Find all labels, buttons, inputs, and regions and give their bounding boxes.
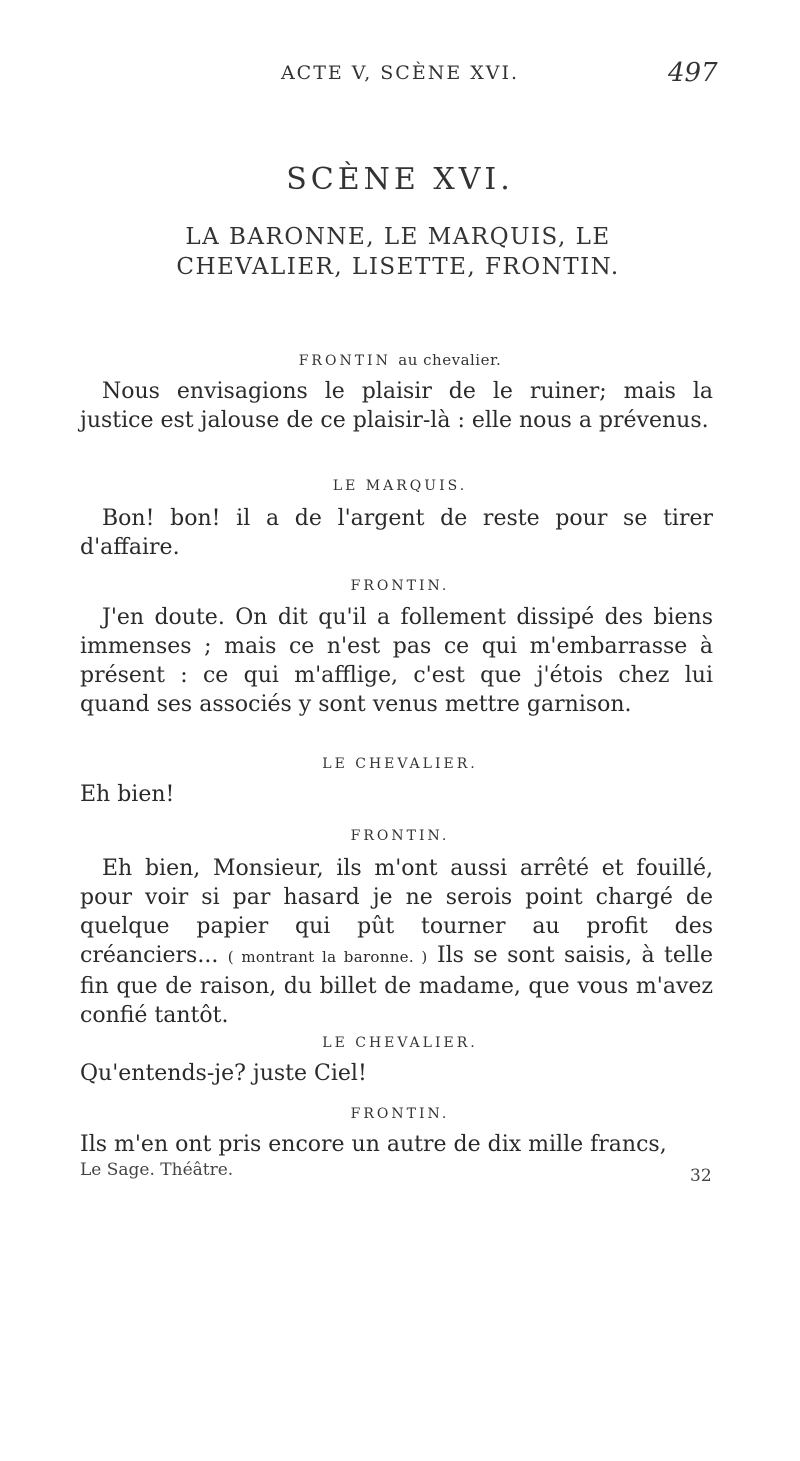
speech-text-part: Eh bien, Monsieur, ils m'ont aussi arrêté et fouillé, pour voir si par hasard je ne serois point chargé de quelque papier qui pût tourner au profit des créanciers... [80,856,713,968]
printer-signature: Le Sage. Théâtre. [80,1160,234,1180]
speech-text: Eh bien! [80,782,175,807]
speech-text: Nous envisagions le plaisir de le ruiner; mais la justice est jalouse de ce plaisir-là : elle nous a prévenus. [80,379,713,433]
page-number: 497 [668,58,718,88]
stage-direction: au chevalier. [398,351,502,369]
running-head: ACTE V, SCÈNE XVI. [280,62,520,84]
speech-text [80,854,713,1030]
speaker-heading: FRONTIN. [350,578,450,594]
speaker-heading: LE MARQUIS. [332,478,468,494]
speaker-heading: FRONTIN. [350,1106,450,1122]
speech-text: Qu'entends-je? juste Ciel! [80,1061,367,1086]
speaker-name: FRONTIN [298,353,391,369]
signature-mark: 32 [690,1166,712,1186]
speaker-heading: LE CHEVALIER. [322,756,478,772]
speaker-heading: FRONTIN. [350,828,450,844]
stage-direction: ( montrant la baronne. ) [227,948,428,966]
speech-text: Bon! bon! il a de l'argent de reste pour se tirer d'affaire. [80,506,713,560]
scene-title: SCÈNE XVI. [286,162,514,197]
speaker-heading [0,351,800,369]
speech-text: J'en doute. On dit qu'il a follement dissipé des biens immenses ; mais ce n'est pas ce qui m'embarrasse à présent : ce qui m'afflige, c'est que j'étois chez lui quand ses associés y sont venus mettre garnison. [80,605,713,717]
speech-text-part: Ils se sont saisis, à telle fin que de raison, du billet de madame, que vous m'avez confié tantôt. [80,943,713,1028]
dramatis-personae: LA BARONNE, LE MARQUIS, LE CHEVALIER, LISETTE, FRONTIN. [176,224,620,280]
speaker-heading: LE CHEVALIER. [322,1035,478,1051]
speech-text: Ils m'en ont pris encore un autre de dix mille francs, [80,1132,667,1157]
